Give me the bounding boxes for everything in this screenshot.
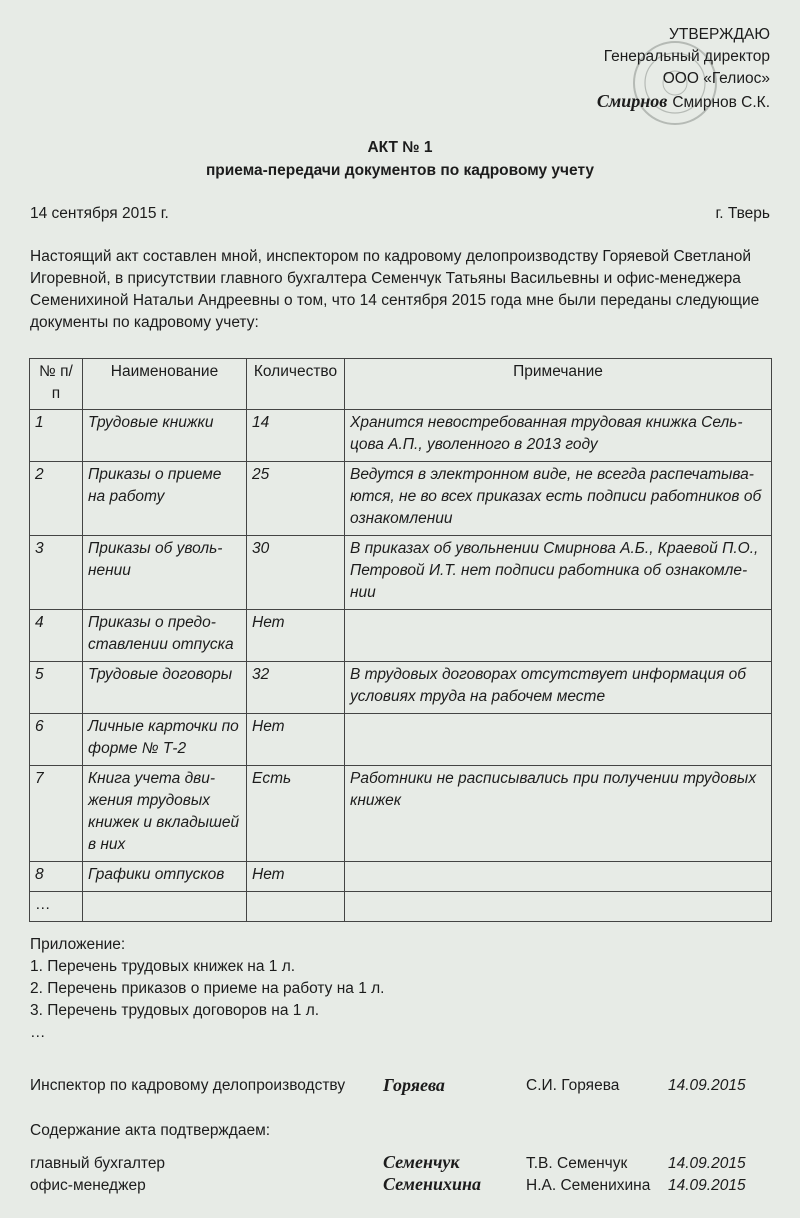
cell-name [83, 892, 247, 922]
header-note: Примечание [345, 359, 772, 410]
approval-company: ООО «Гелиос» [662, 70, 770, 87]
table-row [30, 714, 772, 766]
header-name: Наименование [83, 359, 247, 410]
confirmer-signature: Семенихина [383, 1174, 481, 1194]
date-city-row [30, 205, 770, 223]
cell-quantity: 14 [247, 410, 345, 462]
appendix-item: 3. Перечень трудовых договоров на 1 л. [30, 1002, 320, 1019]
table-row [30, 892, 772, 922]
appendix-item: … [30, 1024, 46, 1041]
confirmer-signature: Семенчук [383, 1152, 460, 1172]
cell-number: 1 [30, 410, 83, 462]
cell-name: Приказы об уволь-нении [83, 536, 247, 610]
appendix [30, 934, 384, 1044]
cell-note [345, 610, 772, 662]
cell-quantity: 32 [247, 662, 345, 714]
header-number: № п/п [30, 359, 83, 410]
confirmer-role: главный бухгалтер [30, 1155, 166, 1172]
cell-note: В приказах об увольнении Смирнова А.Б., Краевой П.О., Петровой И.Т. нет подписи работника об ознакомле-нии [345, 536, 772, 610]
cell-note: Хранится невостребованная трудовая книжка Сель-цова А.П., уволенного в 2013 году [345, 410, 772, 462]
confirmer-role: офис-менеджер [30, 1177, 146, 1194]
confirmer-date: 14.09.2015 [668, 1155, 746, 1172]
cell-quantity: Нет [247, 714, 345, 766]
cell-quantity: Есть [247, 766, 345, 862]
director-name: Смирнов С.К. [672, 94, 770, 111]
act-date: 14 сентября 2015 г. [30, 205, 169, 222]
cell-number: 8 [30, 862, 83, 892]
cell-quantity: Нет [247, 610, 345, 662]
header-quantity: Количество [247, 359, 345, 410]
cell-number: … [30, 892, 83, 922]
confirmer-name: Т.В. Семенчук [526, 1155, 628, 1172]
approval-label: УТВЕРЖДАЮ [669, 26, 770, 43]
cell-note [345, 862, 772, 892]
table-row [30, 462, 772, 536]
cell-note [345, 892, 772, 922]
cell-name: Приказы о предо-ставлении отпуска [83, 610, 247, 662]
confirmer-date: 14.09.2015 [668, 1177, 746, 1194]
table-row [30, 662, 772, 714]
appendix-item: 2. Перечень приказов о приеме на работу на 1 л. [30, 980, 385, 997]
approval-position: Генеральный директор [603, 48, 770, 65]
cell-note: Ведутся в электронном виде, не всегда распечатыва-ются, не во всех приказах есть подписи работников об ознакомлении [345, 462, 772, 536]
intro-paragraph: Настоящий акт составлен мной, инспектором по кадровому делопроизводству Горяевой Светланой Игоревной, в присутствии главного бухгалтера Семенчук Татьяны Васильевны и офис-менеджера Семенихиной Натальи Андреевны о том, что 14 сентября 2015 года мне были переданы следующие документы по кадровому учету: [30, 248, 760, 331]
cell-note: В трудовых договорах отсутствует информация об условиях труда на рабочем месте [345, 662, 772, 714]
cell-note [345, 714, 772, 766]
cell-name: Трудовые книжки [83, 410, 247, 462]
cell-name: Книга учета дви-жения трудовых книжек и вкладышей в них [83, 766, 247, 862]
appendix-title: Приложение: [30, 936, 126, 953]
cell-name: Приказы о приеме на работу [83, 462, 247, 536]
table-row [30, 610, 772, 662]
appendix-item: 1. Перечень трудовых книжек на 1 л. [30, 958, 296, 975]
cell-quantity [247, 892, 345, 922]
inspector-name: С.И. Горяева [526, 1077, 620, 1094]
cell-number: 3 [30, 536, 83, 610]
approval-block [597, 24, 770, 114]
act-city: г. Тверь [715, 205, 770, 222]
cell-number: 4 [30, 610, 83, 662]
documents-table [29, 358, 772, 922]
cell-name: Трудовые договоры [83, 662, 247, 714]
director-signature: Смирнов [596, 91, 668, 111]
table-row [30, 862, 772, 892]
cell-number: 5 [30, 662, 83, 714]
cell-number: 2 [30, 462, 83, 536]
cell-note: Работники не расписывались при получении трудовых книжек [345, 766, 772, 862]
inspector-signature: Горяева [383, 1075, 445, 1095]
inspector-date: 14.09.2015 [668, 1077, 746, 1094]
act-subtitle: приема-передачи документов по кадровому учету [205, 162, 595, 179]
table-row [30, 410, 772, 462]
cell-quantity: Нет [247, 862, 345, 892]
cell-quantity: 25 [247, 462, 345, 536]
cell-number: 6 [30, 714, 83, 766]
act-title: АКТ № 1 [367, 139, 433, 156]
table-row [30, 766, 772, 862]
inspector-role: Инспектор по кадровому делопроизводству [30, 1077, 346, 1094]
table-row [30, 536, 772, 610]
cell-name: Личные карточки по форме № Т-2 [83, 714, 247, 766]
confirm-label: Содержание акта подтверждаем: [30, 1122, 271, 1139]
cell-name: Графики отпусков [83, 862, 247, 892]
table-header-row [30, 359, 772, 410]
cell-quantity: 30 [247, 536, 345, 610]
cell-number: 7 [30, 766, 83, 862]
confirmer-name: Н.А. Семенихина [526, 1177, 651, 1194]
